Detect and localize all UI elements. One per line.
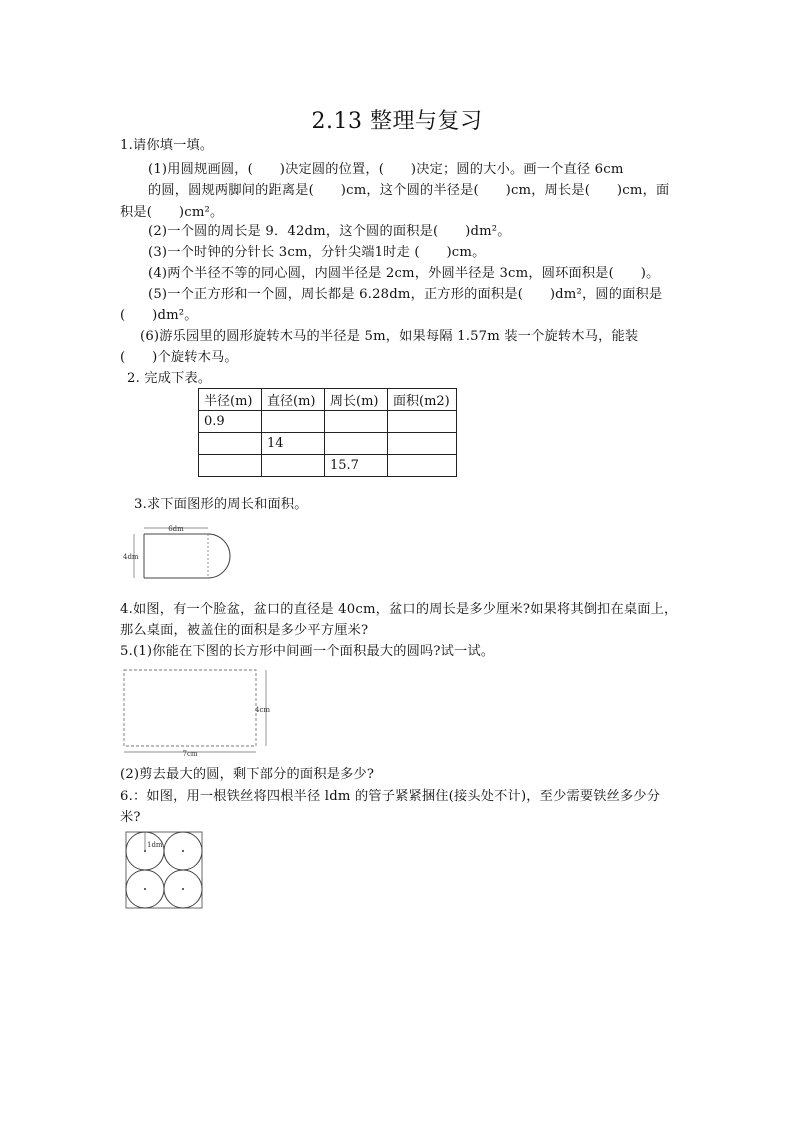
height-label: 4cm xyxy=(255,706,271,714)
circle-center-dot xyxy=(182,888,184,890)
table-header-cell: 面积(m2) xyxy=(388,389,457,411)
question-1-heading: 1.请你填一填。 xyxy=(120,138,214,153)
question-1-5-line-1: (5)一个正方形和一个圆，周长都是 6.28dm，正方形的面积是( )dm²，圆的面积是 xyxy=(148,287,663,302)
question-1-1-line-3: 积是( )cm²。 xyxy=(120,205,224,220)
table-cell xyxy=(325,411,388,433)
table-cell xyxy=(388,411,457,433)
question-2-heading: 2. 完成下表。 xyxy=(127,371,212,386)
question-1-1-line-1: (1)用圆规画圆，( )决定圆的位置，( )决定；圆的大小。画一个直径 6cm xyxy=(148,162,624,177)
question-6-line-2: 米? xyxy=(120,810,141,825)
table-header-row xyxy=(199,389,457,411)
semicircle-arc xyxy=(208,534,230,578)
table-cell xyxy=(199,433,262,455)
table-cell: 0.9 xyxy=(199,411,262,433)
height-label: 4dm xyxy=(123,553,139,561)
table-cell xyxy=(325,433,388,455)
table-cell xyxy=(199,455,262,477)
table-cell xyxy=(262,411,325,433)
question-4-line-2: 那么桌面，被盖住的面积是多少平方厘米? xyxy=(120,623,369,638)
question-1-1-line-2: 的圆，圆规两脚间的距离是( )cm，这个圆的半径是( )cm，周长是( )cm，面 xyxy=(148,183,670,198)
question-1-2: (2)一个圆的周长是 9．42dm，这个圆的面积是( )dm²。 xyxy=(148,224,511,239)
question-1-6-line-1: (6)游乐园里的圆形旋转木马的半径是 5m，如果每隔 1.57m 装一个旋转木马，能装 xyxy=(140,329,639,344)
width-label: 6dm xyxy=(168,525,184,533)
table-cell: 14 xyxy=(262,433,325,455)
table-header-cell: 半径(m) xyxy=(199,389,262,411)
page-title: 2.13 整理与复习 xyxy=(311,109,483,134)
table-header-cell: 直径(m) xyxy=(262,389,325,411)
question-5-part-1: 5.(1)你能在下图的长方形中间画一个面积最大的圆吗?试一试。 xyxy=(120,644,495,659)
table-row xyxy=(199,433,457,455)
width-label: 7cm xyxy=(182,750,198,758)
table-row xyxy=(199,411,457,433)
table-cell xyxy=(388,433,457,455)
question-1-4: (4)两个半径不等的同心圆，内圆半径是 2cm，外圆半径是 3cm，圆环面积是( )。 xyxy=(148,266,660,281)
table-cell xyxy=(388,455,457,477)
table-cell xyxy=(262,455,325,477)
radius-label: 1dm xyxy=(147,841,163,849)
binding-wire-square xyxy=(126,832,202,908)
question-3-heading: 3.求下面图形的周长和面积。 xyxy=(134,497,308,512)
table-row xyxy=(199,455,457,477)
dashed-rectangle-figure xyxy=(118,666,278,758)
question-1-3: (3)一个时钟的分针长 3cm，分针尖端1时走 ( )cm。 xyxy=(148,245,486,260)
question-5-part-2: (2)剪去最大的圆，剩下部分的面积是多少? xyxy=(120,767,375,782)
question-1-6-line-2: ( )个旋转木马。 xyxy=(120,350,238,365)
dashed-rectangle xyxy=(124,670,256,746)
table-header-cell: 周长(m) xyxy=(325,389,388,411)
question-1-5-line-2: ( )dm²。 xyxy=(120,308,198,323)
circle-center-dot xyxy=(182,850,184,852)
table-cell: 15.7 xyxy=(325,455,388,477)
question-4-line-1: 4.如图，有一个脸盆，盆口的直径是 40cm，盆口的周长是多少厘米?如果将其倒扣在桌面上， xyxy=(120,602,678,617)
circle-data-table xyxy=(198,388,457,477)
four-pipes-figure xyxy=(120,828,210,912)
question-6-line-1: 6.：如图，用一根铁丝将四根半径 ldm 的管子紧紧捆住(接头处不计)，至少需要铁丝多少分 xyxy=(120,789,661,804)
circle-center-dot xyxy=(144,888,146,890)
rectangle-semicircle-figure xyxy=(120,522,240,586)
